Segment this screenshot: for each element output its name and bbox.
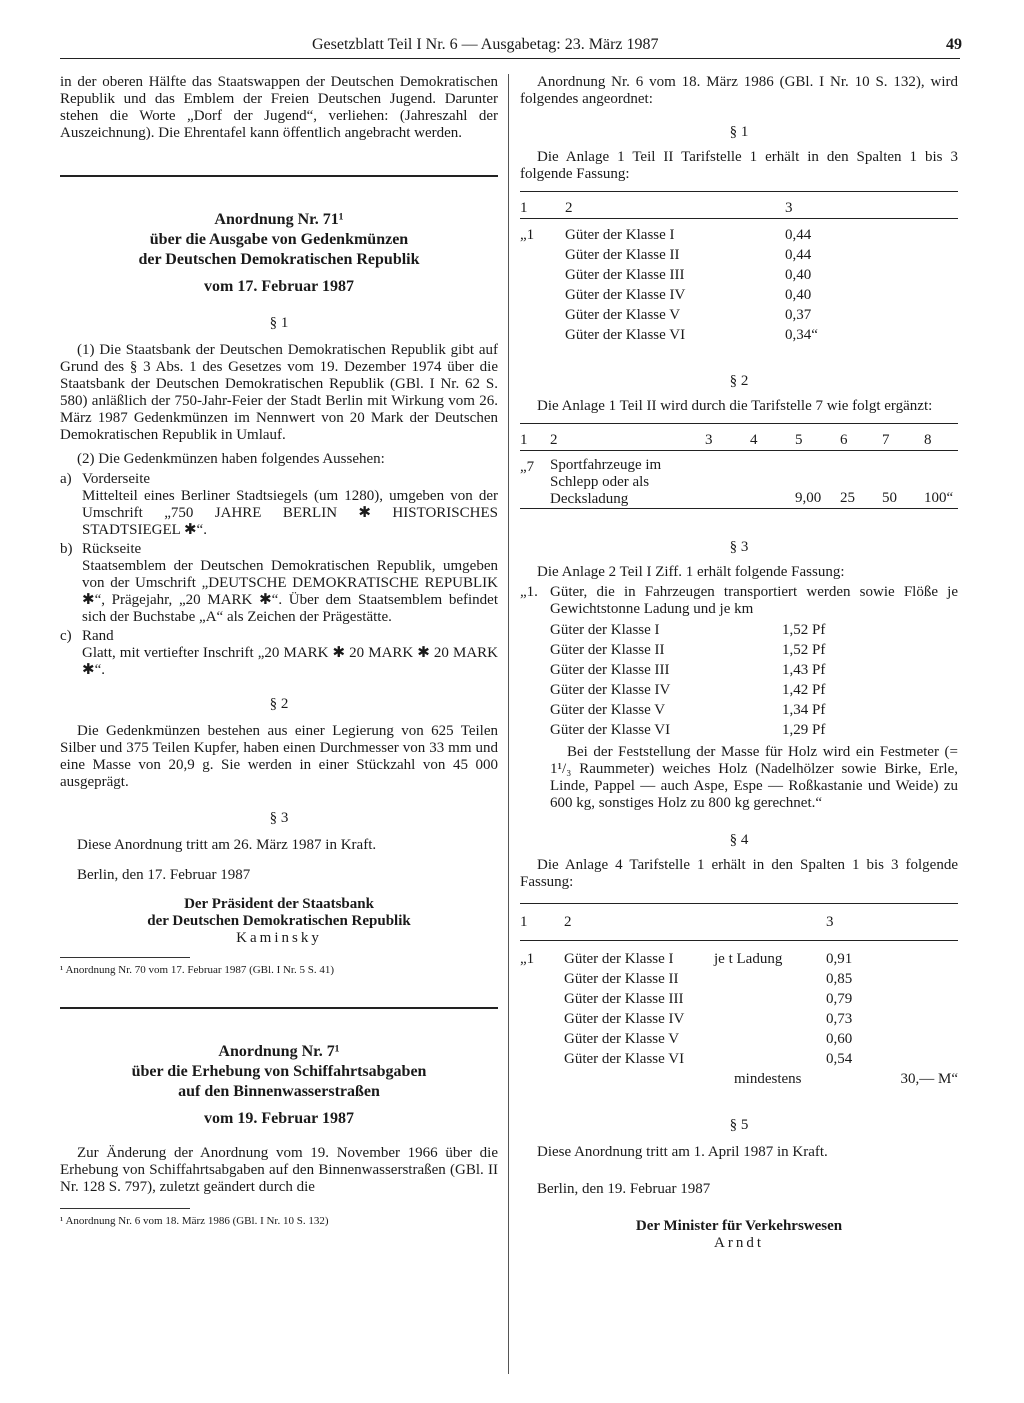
table-header-cell: 2 [550, 432, 558, 448]
section-4-text: Die Anlage 4 Tarifstelle 1 erhält in den Spalten 1 bis 3 folgende Fassung: [520, 857, 958, 890]
signature-name: Arndt [714, 1235, 764, 1251]
section-rule [60, 175, 498, 177]
table-cell: Güter der Klasse I [550, 622, 660, 638]
table-cell: 0,73 [826, 1011, 853, 1027]
table-header-cell: 3 [826, 914, 834, 930]
a71-footnote: ¹ Anordnung Nr. 70 vom 17. Februar 1987 (GBl. I Nr. 5 S. 41) [60, 964, 335, 976]
section-2-text: Die Anlage 1 Teil II wird durch die Tarifstelle 7 wie folgt ergänzt: [537, 398, 933, 414]
section-5-text: Diese Anordnung tritt am 1. April 1987 in Kraft. [537, 1144, 828, 1160]
section-3-text: Die Anlage 2 Teil I Ziff. 1 erhält folgende Fassung: [537, 564, 845, 580]
a71-section-2-heading: § 2 [269, 696, 289, 712]
table-cell: Güter der Klasse III [550, 662, 670, 678]
table-cell: Güter der Klasse V [550, 702, 666, 718]
table-cell [550, 451, 795, 509]
table-row [550, 660, 825, 680]
table-row [520, 265, 958, 285]
table-header-cell: 6 [840, 432, 848, 448]
a71-section-3-text: Diese Anordnung tritt am 26. März 1987 in Kraft. [77, 837, 377, 853]
section-3-item-text [520, 584, 958, 618]
section-5-heading: § 5 [729, 1117, 749, 1133]
table-cell: 25 [840, 490, 855, 506]
list-label-a: a) [60, 471, 72, 487]
table-cell: 0,37 [785, 307, 812, 323]
table-cell: 0,85 [826, 971, 853, 987]
page-number: 49 [946, 36, 962, 53]
page-header [60, 36, 960, 59]
a7-title-line1: Anordnung Nr. 7¹ [218, 1043, 340, 1060]
table-header-cell: 2 [565, 200, 573, 216]
table-row [520, 305, 958, 325]
footnote-rule [60, 1208, 190, 1209]
table-cell-item: Sportfahrzeuge im Schlepp oder als Decksladung [550, 457, 662, 507]
a7-footnote: ¹ Anordnung Nr. 6 vom 18. März 1986 (GBl. I Nr. 10 S. 132) [60, 1215, 329, 1227]
section-3-wood-note: Bei der Feststellung der Masse für Holz wird ein Festmeter (= 1¹/₃ Raummeter) weiches Holz (Nadelhölzer sowie Birke, Erle, Linde, Pappel — auch Aspe, Espe — Roßkastanie und Weide) zu 600 kg, sonstiges Holz zu 800 kg gerechnet.“ [550, 744, 958, 811]
table-cell-mark: „1 [520, 227, 535, 243]
table-row [520, 245, 958, 265]
table-header-row [520, 904, 958, 941]
intro-paragraph: in der oberen Hälfte das Staatswappen der Deutschen Demokratischen Republik und das Emblem der Freien Deutschen Jugend. Darunter stehen die Worte „Dorf der Jugend“, verliehen: (Jahreszahl der Auszeichnung). Die Ehrentafel kann öffentlich angebracht werden. [60, 74, 498, 141]
a71-date: vom 17. Februar 1987 [204, 278, 354, 295]
list-label-b: b) [60, 541, 73, 557]
table-cell: 0,44 [785, 247, 812, 263]
table-cell: 9,00 [795, 490, 822, 506]
table-cell-min-value: 30,— M“ [900, 1071, 958, 1087]
table-header-cell: 1 [520, 432, 528, 448]
table-cell: 1,52 Pf [782, 622, 826, 638]
table-cell: Güter der Klasse VI [550, 722, 671, 738]
table-row [520, 1069, 958, 1089]
table-cell: 1,43 Pf [782, 662, 826, 678]
list-text-b: Staatsemblem der Deutschen Demokratischen Republik, umgeben von der Umschrift „DEUTSCHE DEMOKRATISCHE REPUBLIK ✱“, Prägejahr, „20 MARK ✱“. Über dem Staatsemblem befindet sich der Buchstabe „A“ als Zeichen der Prägestätte. [82, 558, 498, 625]
place-date: Berlin, den 19. Februar 1987 [537, 1181, 711, 1197]
section-3-item-body: Güter, die in Fahrzeugen transportiert werden sowie Flöße je Gewichtstonne Ladung und je km [550, 584, 958, 617]
table-cell: Güter der Klasse II [565, 247, 680, 263]
list-item-a [60, 471, 498, 488]
table-row [520, 325, 958, 345]
tariff-table-2 [520, 423, 958, 509]
table-row [550, 700, 825, 720]
table-cell: Güter der Klasse IV [564, 1011, 685, 1027]
table-bottom-rule [520, 509, 958, 510]
table-row [550, 680, 825, 700]
a71-place-date: Berlin, den 17. Februar 1987 [77, 867, 251, 883]
a7-date: vom 19. Februar 1987 [204, 1110, 354, 1127]
table-cell: Güter der Klasse II [564, 971, 679, 987]
running-title: Gesetzblatt Teil I Nr. 6 — Ausgabetag: 23. März 1987 [312, 36, 659, 53]
table-cell: 0,44 [785, 227, 812, 243]
list-head-b: Rückseite [82, 541, 142, 557]
signature [520, 1218, 958, 1252]
list-text-a: Mittelteil eines Berliner Stadtsiegels (um 1280), umgeben von der Umschrift „750 JAHRE BERLIN ✱ HISTORISCHES STADTSIEGEL ✱“. [82, 488, 498, 538]
a71-section-3-heading: § 3 [269, 810, 289, 826]
table-cell: 100“ [924, 490, 954, 506]
table-header-cell: 2 [564, 914, 572, 930]
section-4-heading: § 4 [729, 832, 749, 848]
table-cell: Güter der Klasse I [565, 227, 675, 243]
table-header-cell: 4 [750, 432, 758, 448]
table-cell: Güter der Klasse VI [564, 1051, 685, 1067]
table-cell-mark: „1 [520, 951, 535, 967]
a71-signature-line1: Der Präsident der Staatsbank [184, 896, 374, 912]
table-cell: Güter der Klasse III [564, 991, 684, 1007]
table-cell: 0,60 [826, 1031, 853, 1047]
signature-line1: Der Minister für Verkehrswesen [635, 1218, 843, 1234]
table-cell: 1,34 Pf [782, 702, 826, 718]
a71-section-1-heading: § 1 [269, 315, 289, 331]
table-row [520, 1009, 958, 1029]
table-cell: Güter der Klasse IV [565, 287, 686, 303]
tariff-table-4 [520, 903, 958, 1089]
table-cell: 0,79 [826, 991, 853, 1007]
table-cell: 50 [882, 490, 897, 506]
a71-signature [60, 896, 498, 947]
section-1-text: Die Anlage 1 Teil II Tarifstelle 1 erhält in den Spalten 1 bis 3 folgende Fassung: [520, 149, 958, 182]
footnote-rule [60, 957, 190, 958]
a71-title-line3: der Deutschen Demokratischen Republik [138, 251, 420, 268]
column-divider [508, 74, 509, 1374]
table-cell: 0,40 [785, 287, 812, 303]
table-row [520, 285, 958, 305]
table-cell: Güter der Klasse IV [550, 682, 671, 698]
a71-title [60, 210, 498, 297]
list-item-b [60, 541, 498, 558]
table-row [520, 941, 958, 970]
list-head-a: Vorderseite [82, 471, 151, 487]
a71-title-line1: Anordnung Nr. 71¹ [214, 211, 344, 228]
a7-title [60, 1042, 498, 1129]
section-3-item [520, 584, 958, 812]
table-header-row [520, 192, 958, 219]
table-header-cell: 7 [882, 432, 890, 448]
a71-appearance-list [60, 471, 498, 679]
table-header-cell: 5 [795, 432, 803, 448]
table-row [550, 620, 825, 640]
table-row [520, 989, 958, 1009]
table-row [520, 219, 958, 246]
table-row [520, 1049, 958, 1069]
table-header-cell: 1 [520, 200, 528, 216]
table-header-cell: 3 [705, 432, 713, 448]
table-cell: 1,42 Pf [782, 682, 826, 698]
table-cell: Güter der Klasse V [564, 1031, 680, 1047]
section-rule [60, 1007, 498, 1009]
continuation-paragraph: Anordnung Nr. 6 vom 18. März 1986 (GBl. I Nr. 10 S. 132), wird folgendes angeordnet: [520, 74, 958, 107]
table-cell: 0,91 [826, 951, 853, 967]
table-cell-min-label: mindestens [734, 1071, 802, 1087]
table-cell: Güter der Klasse I [564, 951, 674, 967]
a71-signature-line2: der Deutschen Demokratischen Republik [147, 913, 411, 929]
table-cell-unit: je t Ladung [714, 951, 783, 967]
list-label-c: c) [60, 628, 72, 644]
table-cell: Güter der Klasse V [565, 307, 681, 323]
table-cell: Güter der Klasse III [565, 267, 685, 283]
a7-intro: Zur Änderung der Anordnung vom 19. November 1966 über die Erhebung von Schiffahrtsabgaben auf den Binnenwasserstraßen (GBl. II Nr. 128 S. 797), zuletzt geändert durch die [60, 1145, 498, 1195]
list-text-c: Glatt, mit vertiefter Inschrift „20 MARK ✱ 20 MARK ✱ 20 MARK ✱“. [82, 645, 498, 678]
table-cell-mark: „7 [520, 459, 535, 475]
table-row [520, 1029, 958, 1049]
table-row [520, 451, 958, 509]
section-1-heading: § 1 [729, 124, 749, 140]
a71-title-line2: über die Ausgabe von Gedenkmünzen [149, 231, 409, 248]
list-head-c: Rand [82, 628, 114, 644]
table-cell: Güter der Klasse II [550, 642, 665, 658]
table-header-row [520, 424, 958, 451]
table-header-cell: 3 [785, 200, 793, 216]
section-2-heading: § 2 [729, 373, 749, 389]
table-row [550, 720, 825, 740]
tariff-table-1 [520, 191, 958, 345]
table-cell: 0,54 [826, 1051, 853, 1067]
table-cell: Güter der Klasse VI [565, 327, 686, 343]
a71-section-1-para1: (1) Die Staatsbank der Deutschen Demokratischen Republik gibt auf Grund des § 3 Abs. 1 des Gesetzes vom 19. Dezember 1974 über die Staatsbank der Deutschen Demokratischen Republik (GBl. I Nr. 62 S. 580) anläßlich der 750-Jahr-Feier der Stadt Berlin mit Wirkung vom 26. März 1987 Gedenkmünzen im Nennwert von 20 Mark der Deutschen Demokratischen Republik in Umlauf. [60, 342, 498, 443]
a7-title-line2: über die Erhebung von Schiffahrtsabgaben [131, 1063, 427, 1080]
left-column [60, 74, 498, 1228]
table-header-cell: 8 [924, 432, 932, 448]
table-cell: 0,34“ [785, 327, 818, 343]
rate-table [550, 620, 825, 740]
section-3-item-mark: „1. [520, 584, 538, 600]
table-cell: 1,52 Pf [782, 642, 826, 658]
table-row [550, 640, 825, 660]
list-item-c [60, 628, 498, 645]
table-row [520, 969, 958, 989]
a71-section-2-text: Die Gedenkmünzen bestehen aus einer Legierung von 625 Teilen Silber und 375 Teilen Kupfer, haben einen Durchmesser von 33 mm und eine Masse von 20,9 g. Sie werden in einer Stückzahl von 45 000 ausgeprägt. [60, 723, 498, 790]
a7-title-line3: auf den Binnenwasserstraßen [178, 1083, 380, 1100]
right-column [520, 74, 958, 1252]
a71-signature-name: Kaminsky [236, 930, 322, 946]
section-3-heading: § 3 [729, 539, 749, 555]
table-cell: 1,29 Pf [782, 722, 826, 738]
table-header-cell: 1 [520, 914, 528, 930]
table-cell: 0,40 [785, 267, 812, 283]
a71-section-1-para2: (2) Die Gedenkmünzen haben folgendes Aussehen: [77, 451, 385, 467]
